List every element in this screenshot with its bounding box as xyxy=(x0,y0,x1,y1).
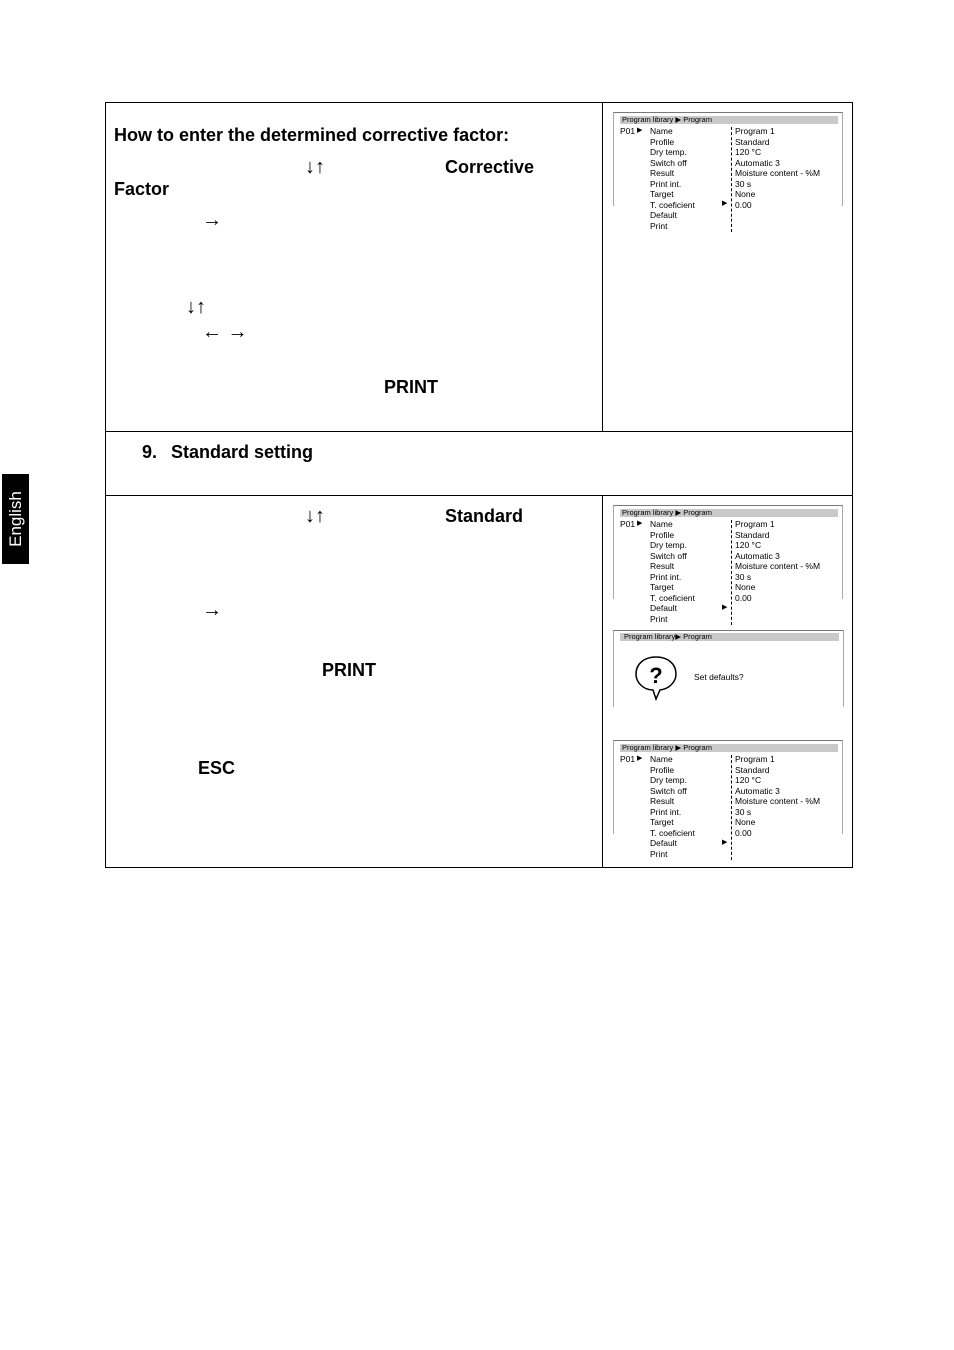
lcd-label: Print xyxy=(650,220,668,231)
lcd-label: Default xyxy=(650,210,677,220)
keyword-factor: Factor xyxy=(114,179,170,199)
lcd-value: Moisture content - %M xyxy=(735,796,821,806)
section-title: Standard setting xyxy=(171,442,314,462)
selection-pointer-icon: ▶ xyxy=(722,604,728,611)
print-key-label: PRINT xyxy=(384,377,438,397)
lcd-value: None xyxy=(735,817,756,827)
lcd-value: Program 1 xyxy=(735,126,775,136)
program-code: P01 xyxy=(620,519,636,529)
selection-pointer-icon: ▶ xyxy=(722,200,728,207)
lcd-value: Moisture content - %M xyxy=(735,168,821,178)
lcd-divider xyxy=(731,755,732,860)
lcd-value: 0.00 xyxy=(735,592,752,603)
lcd-value: Standard xyxy=(735,529,770,540)
lcd-screen-program xyxy=(613,740,843,859)
lcd-breadcrumb: Program library ▶ Program xyxy=(620,744,838,752)
lcd-label: Target xyxy=(650,582,674,592)
lcd-dialog-set-defaults xyxy=(613,630,844,707)
lcd-screen-program xyxy=(613,112,843,231)
lcd-breadcrumb: Program library ▶ Program xyxy=(620,116,838,124)
lcd-label: Default xyxy=(650,603,677,613)
lcd-label: Print xyxy=(650,848,668,859)
section-number: 9. xyxy=(142,442,158,462)
lcd-value: 0.00 xyxy=(735,199,752,210)
lcd-label: Switch off xyxy=(650,550,687,561)
lcd-label: Target xyxy=(650,817,674,827)
lcd-value: Automatic 3 xyxy=(735,785,780,796)
lcd-label: Profile xyxy=(650,764,675,775)
lcd-value: None xyxy=(735,189,756,199)
lcd-value: Moisture content - %M xyxy=(735,561,821,571)
lcd-label: T. coeficient xyxy=(650,827,695,838)
esc-key-label: ESC xyxy=(198,758,236,778)
lcd-label: Print int. xyxy=(650,806,682,817)
lcd-value: Standard xyxy=(735,764,770,775)
right-arrow-icon: → xyxy=(202,599,222,621)
lcd-label: Profile xyxy=(650,529,675,540)
lcd-label: Name xyxy=(650,126,673,136)
language-tab-label: English xyxy=(5,491,25,547)
lcd-label: Result xyxy=(650,168,675,178)
lcd-label: Profile xyxy=(650,136,675,147)
lcd-value: 30 s xyxy=(735,178,752,189)
question-bubble-icon xyxy=(632,653,680,703)
lcd-label: T. coeficient xyxy=(650,592,695,603)
dialog-message: Set defaults? xyxy=(694,672,744,682)
lcd-value: Standard xyxy=(735,136,770,147)
column-divider-bottom xyxy=(602,495,603,868)
lcd-value: Automatic 3 xyxy=(735,550,780,561)
lcd-label: Switch off xyxy=(650,785,687,796)
down-up-arrows-icon: ↓↑ xyxy=(305,156,325,178)
lcd-value: 30 s xyxy=(735,571,752,582)
lcd-breadcrumb: Program library ▶ Program xyxy=(620,509,838,517)
lcd-value: Automatic 3 xyxy=(735,157,780,168)
corrective-factor-heading: How to enter the determined corrective factor: xyxy=(114,125,510,145)
selection-pointer-icon: ▶ xyxy=(722,839,728,846)
section-standard-heading xyxy=(105,431,853,496)
print-key-label: PRINT xyxy=(322,660,376,680)
program-code: P01 xyxy=(620,126,636,136)
keyword-standard: Standard xyxy=(445,506,524,526)
lcd-label: Dry temp. xyxy=(650,540,687,550)
lcd-value: Program 1 xyxy=(735,754,775,764)
lcd-label: Print xyxy=(650,613,668,624)
lcd-label: Result xyxy=(650,561,675,571)
pointer-icon: ▶ xyxy=(637,520,643,527)
lcd-screen-program xyxy=(613,505,843,624)
lcd-divider xyxy=(731,127,732,232)
lcd-value: 120 °C xyxy=(735,540,762,550)
language-tab xyxy=(2,474,29,564)
lcd-label: Print int. xyxy=(650,571,682,582)
lcd-divider xyxy=(731,520,732,625)
dialog-breadcrumb: Program library▶ Program xyxy=(620,633,839,641)
column-divider-top xyxy=(602,102,603,432)
lcd-label: Name xyxy=(650,519,673,529)
pointer-icon: ▶ xyxy=(637,755,643,762)
pointer-icon: ▶ xyxy=(637,127,643,134)
lcd-label: Dry temp. xyxy=(650,147,687,157)
keyword-corrective: Corrective xyxy=(445,157,535,177)
lcd-label: Switch off xyxy=(650,157,687,168)
lcd-value: 120 °C xyxy=(735,147,762,157)
right-arrow-icon: → xyxy=(202,209,222,231)
lcd-value: 30 s xyxy=(735,806,752,817)
lcd-label: Dry temp. xyxy=(650,775,687,785)
lcd-value: Program 1 xyxy=(735,519,775,529)
lcd-value: 120 °C xyxy=(735,775,762,785)
left-right-arrows-icon: ← → xyxy=(202,321,248,343)
down-up-arrows-icon: ↓↑ xyxy=(305,505,325,527)
lcd-label: T. coeficient xyxy=(650,199,695,210)
down-up-arrows-icon: ↓↑ xyxy=(186,296,206,318)
question-mark: ? xyxy=(649,663,663,688)
lcd-label: Target xyxy=(650,189,674,199)
lcd-label: Print int. xyxy=(650,178,682,189)
program-code: P01 xyxy=(620,754,636,764)
lcd-label: Default xyxy=(650,838,677,848)
lcd-label: Result xyxy=(650,796,675,806)
lcd-value: 0.00 xyxy=(735,827,752,838)
lcd-label: Name xyxy=(650,754,673,764)
lcd-value: None xyxy=(735,582,756,592)
